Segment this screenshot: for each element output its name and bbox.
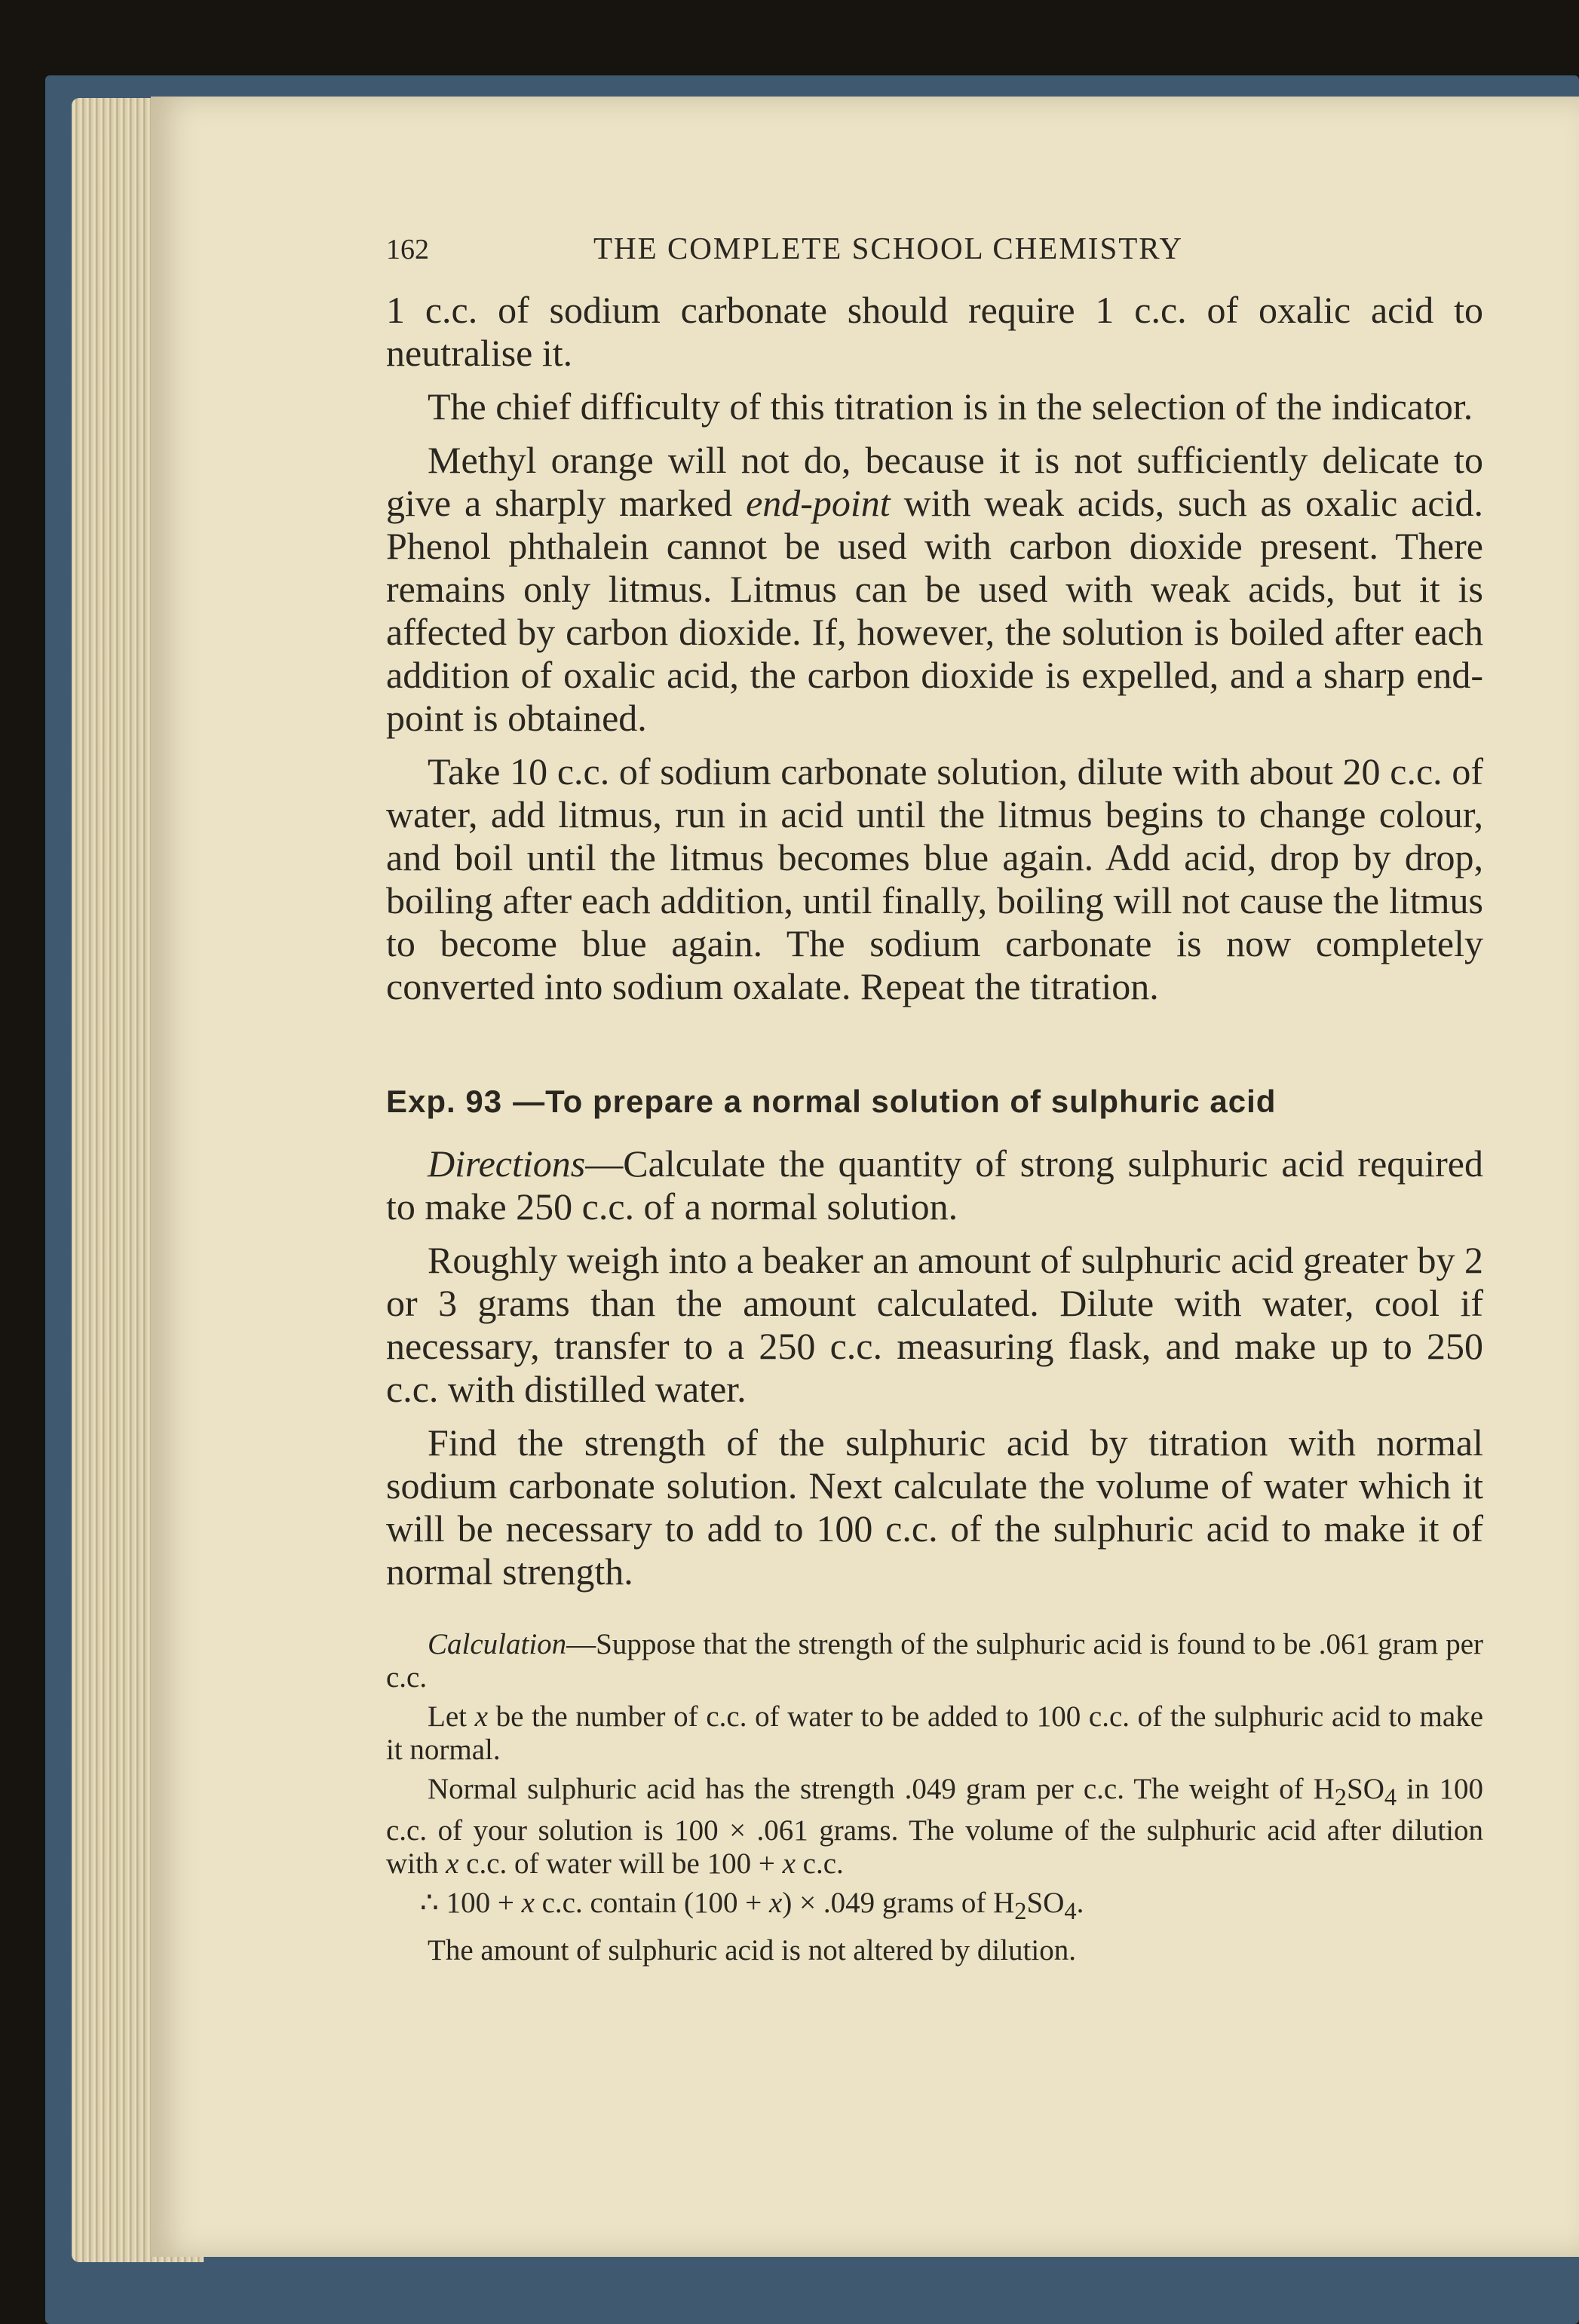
variable-x: x (782, 1847, 796, 1880)
variable-x: x (474, 1700, 488, 1733)
calculation-paragraph-5: The amount of sulphuric acid is not altered by dilution. (428, 1933, 1076, 1967)
directions-paragraph (386, 1142, 1483, 1228)
formula-so: SO (1347, 1773, 1384, 1805)
calculation-paragraph-4 (386, 1887, 1483, 1928)
variable-x: x (521, 1886, 535, 1919)
paragraph-3 (386, 439, 1483, 740)
subscript-4: 4 (1064, 1897, 1077, 1925)
experiment-number: Exp. 93 (386, 1084, 503, 1119)
page-content (386, 230, 1483, 1973)
page-number: 162 (386, 234, 429, 265)
calc-2-b: be the number of c.c. of water to be added to 100 c.c. of the sulphuric acid to make it normal. (386, 1700, 1484, 1766)
calc-4-d: . (1076, 1886, 1084, 1919)
paragraph-3-text-b: with weak acids, such as oxalic acid. Phenol phthalein cannot be used with carbon dioxide present. There remains only litmus. Litmus can be used with weak acids, but it is affected by carbon dioxide. If, however, the solution is boiled after each addition of oxalic acid, the carbon dioxide is expelled, and a sharp end-point is obtained. (386, 482, 1483, 739)
paragraph-4: Take 10 c.c. of sodium carbonate solution, dilute with about 20 c.c. of water, add litmus, run in acid until the litmus begins to change colour, and boil until the litmus becomes blue again. Add acid, drop by drop, boiling after each addition, until finally, boiling will not cause the litmus to become blue again. The sodium carbonate is now completely converted into sodium oxalate. Repeat the titration. (386, 750, 1483, 1007)
calc-3-d: c.c. (795, 1847, 844, 1880)
calc-3-b: in 100 c.c. of your solution is 100 × .061 grams. The volume of the sulphuric acid after dilution with (386, 1773, 1483, 1880)
subscript-2: 2 (1014, 1897, 1027, 1925)
running-title: THE COMPLETE SCHOOL CHEMISTRY (593, 231, 1183, 265)
directions-label: Directions (428, 1142, 586, 1185)
calc-4-c: ) × .049 grams of H (782, 1886, 1015, 1919)
variable-x: x (446, 1847, 459, 1880)
paragraph-2: The chief difficulty of this titration is in the selection of the indicator. (428, 385, 1473, 428)
calc-3-c: c.c. of water will be 100 + (458, 1847, 783, 1880)
directions-text: —Calculate the quantity of strong sulphuric acid required to make 250 c.c. of a normal solution. (386, 1142, 1483, 1228)
subscript-4: 4 (1384, 1783, 1397, 1811)
end-point-term: end-point (746, 482, 891, 524)
running-head (386, 230, 1483, 266)
variable-x: x (769, 1886, 783, 1919)
calculation-paragraph-2 (386, 1700, 1483, 1767)
formula-so: SO (1026, 1886, 1065, 1919)
paragraph-3-text-a: Methyl orange will not do, because it is not sufficiently delicate to give a sharply marked (386, 439, 1483, 524)
calculation-block (386, 1628, 1483, 1967)
calculation-paragraph-3 (386, 1773, 1483, 1881)
subscript-2: 2 (1334, 1783, 1348, 1811)
paragraph-1: 1 c.c. of sodium carbonate should require 1 c.c. of oxalic acid to neutralise it. (386, 289, 1483, 374)
calc-4-b: c.c. contain (100 + (534, 1886, 770, 1919)
calculation-paragraph-1 (386, 1628, 1483, 1694)
calc-2-a: Let (428, 1700, 475, 1733)
experiment-heading (386, 1084, 1483, 1120)
calculation-text-1: —Suppose that the strength of the sulphuric acid is found to be .061 gram per c.c. (386, 1628, 1483, 1694)
calc-3-a: Normal sulphuric acid has the strength .049 gram per c.c. The weight of H (428, 1773, 1335, 1805)
calc-4-a: ∴ 100 + (420, 1886, 522, 1919)
experiment-paragraph-3: Find the strength of the sulphuric acid by titration with normal sodium carbonate solution. Next calculate the volume of water which it will be necessary to add to 100 c.c. of the sulphuric acid to make it of normal strength. (386, 1421, 1483, 1593)
experiment-paragraph-2: Roughly weigh into a beaker an amount of sulphuric acid greater by 2 or 3 grams than the amount calculated. Dilute with water, cool if necessary, transfer to a 250 c.c. measuring flask, and make up to 250 c.c. with distilled water. (386, 1239, 1483, 1410)
calculation-label: Calculation (428, 1628, 567, 1660)
experiment-title: —To prepare a normal solution of sulphuric acid (513, 1084, 1277, 1119)
